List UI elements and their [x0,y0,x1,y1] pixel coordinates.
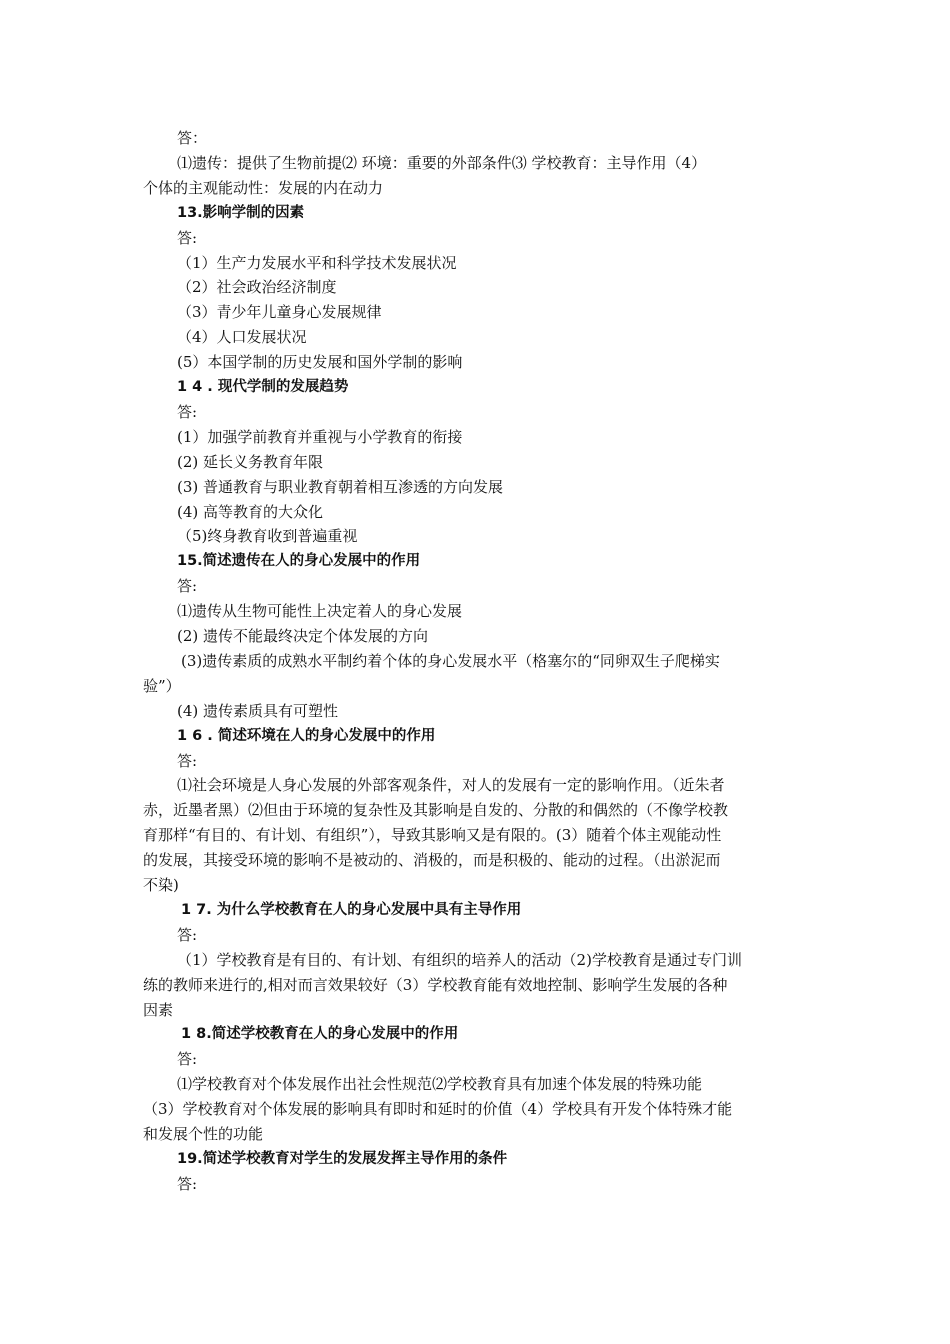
text-line: 因素 [143,1000,174,1019]
text-line: (3) 普通教育与职业教育朝着相互渗透的方向发展 [177,477,504,496]
text-line: （3）学校教育对个体发展的影响具有即时和延时的价值（4）学校具有开发个体特殊才能 [143,1100,733,1119]
text-line: (5）本国学制的历史发展和国外学制的影响 [177,353,463,372]
text-line: ⑴社会环境是人身心发展的外部客观条件，对人的发展有一定的影响作用。（近朱者 [177,776,725,795]
text-line: 练的教师来进行的,相对而言效果较好（3）学校教育能有效地控制、影响学生发展的各种 [143,975,728,994]
text-line: (2) 延长义务教育年限 [177,452,324,471]
text-line: （4）人口发展状况 [177,328,307,347]
text-line: 育那样“有目的、有计划、有组织”），导致其影响又是有限的。(3）随着个体主观能动性 [143,826,722,845]
text-line: （5)终身教育收到普遍重视 [177,527,358,546]
text-line: 验”） [143,676,181,695]
text-line: (3)遗传素质的成熟水平制约着个体的身心发展水平（格塞尔的“同卵双生子爬梯实 [181,651,720,670]
text-line: ⑴遗传：提供了生物前提⑵ 环境：重要的外部条件⑶ 学校教育：主导作用（4） [177,153,707,172]
text-line: 答: [177,925,198,944]
text-line: 答: [177,228,198,247]
text-line: 答: [177,1050,198,1069]
text-line: 答： [177,129,208,147]
text-line: （2）社会政治经济制度 [177,278,337,297]
text-line: (4) 遗传素质具有可塑性 [177,701,339,720]
question-heading: 13.影响学制的因素 [177,204,305,221]
text-line: 答: [177,402,198,421]
question-heading: 1 4 . 现代学制的发展趋势 [177,379,349,395]
question-heading: 1 8.简述学校教育在人的身心发展中的作用 [181,1026,459,1043]
question-heading: 19.简述学校教育对学生的发展发挥主导作用的条件 [177,1150,508,1167]
question-heading: 1 6 . 简述环境在人的身心发展中的作用 [177,727,436,744]
text-line: ⑴遗传从生物可能性上决定着人的身心发展 [177,602,463,621]
text-line: （1）学校教育是有目的、有计划、有组织的培养人的活动（2)学校教育是通过专门训 [177,950,742,969]
text-line: （3）青少年儿童身心发展规律 [177,303,382,322]
text-line: 个体的主观能动性：发展的内在动力 [143,178,384,197]
text-line: (4) 高等教育的大众化 [177,502,324,521]
text-line: 答: [177,577,198,596]
text-line: 不染) [143,876,179,894]
text-line: (2) 遗传不能最终决定个体发展的方向 [177,627,429,645]
text-line: 的发展，其接受环境的影响不是被动的、消极的，而是积极的、能动的过程。（出淤泥而 [143,851,721,870]
question-heading: 1 7. 为什么学校教育在人的身心发展中具有主导作用 [181,901,522,918]
question-heading: 15.简述遗传在人的身心发展中的作用 [177,553,421,570]
text-line: （1）生产力发展水平和科学技术发展状况 [177,253,457,272]
text-line: 答: [177,1174,198,1193]
text-line: 答: [177,751,198,770]
text-line: 和发展个性的功能 [143,1125,264,1143]
text-line: 赤，近墨者黑）⑵但由于环境的复杂性及其影响是自发的、分散的和偶然的（不像学校教 [143,801,729,820]
text-line: ⑴学校教育对个体发展作出社会性规范⑵学校教育具有加速个体发展的特殊功能 [177,1075,703,1094]
text-line: (1）加强学前教育并重视与小学教育的衔接 [177,427,463,446]
